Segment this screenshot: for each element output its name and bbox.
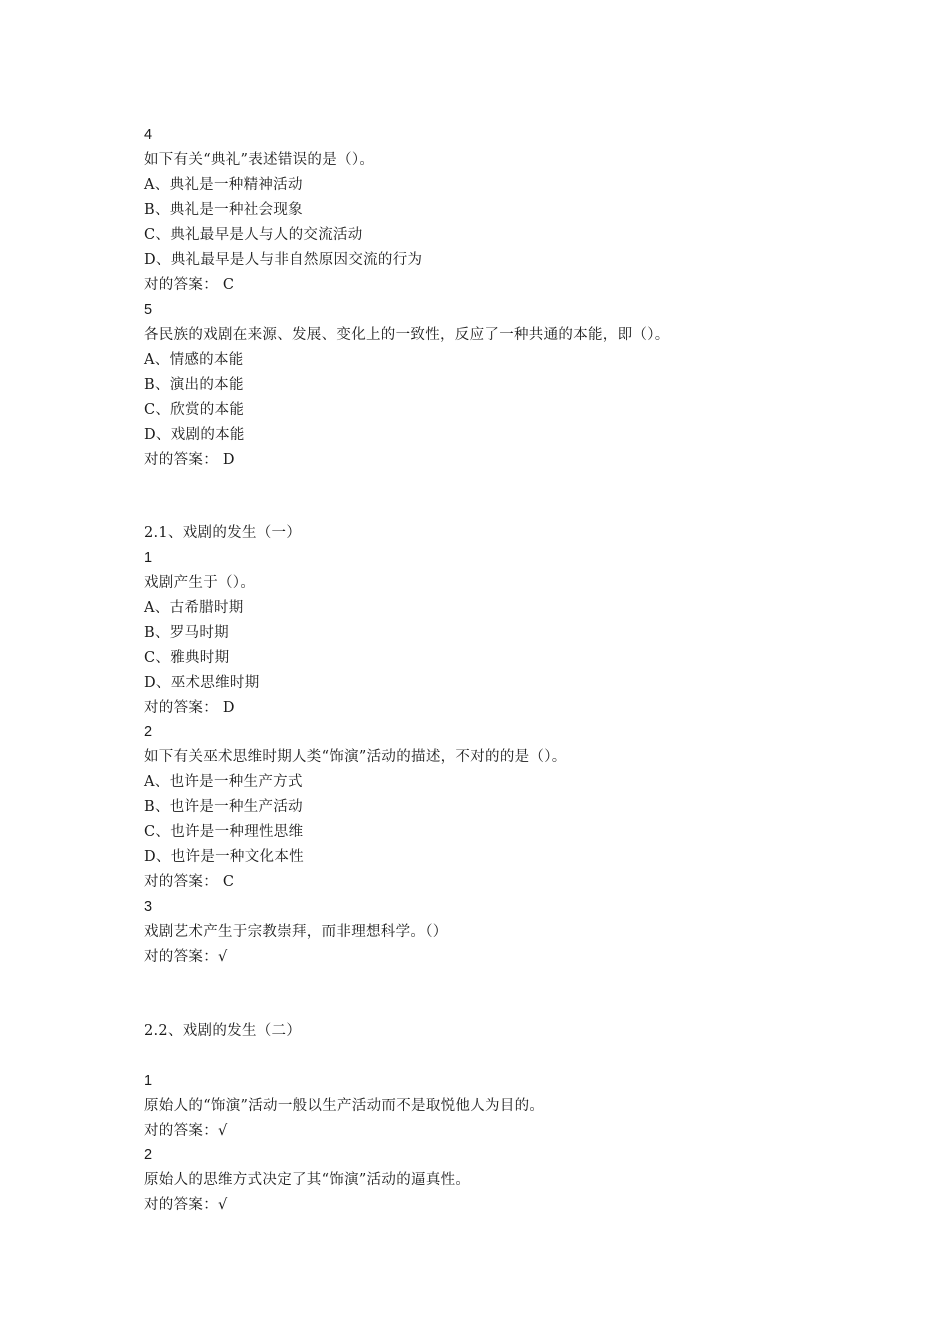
section-heading: 2.1、戏剧的发生（一） <box>144 525 302 541</box>
question-number: 2 <box>144 724 153 740</box>
option-c: C、雅典时期 <box>144 650 230 666</box>
question-number: 1 <box>144 550 153 566</box>
option-d: D、典礼最早是人与非自然原因交流的行为 <box>144 252 423 268</box>
answer-line: 对的答案： C <box>144 277 235 293</box>
option-c: C、也许是一种理性思维 <box>144 824 304 840</box>
answer-line: 对的答案：√ <box>144 1197 228 1213</box>
option-c: C、典礼最早是人与人的交流活动 <box>144 227 363 243</box>
question-number: 4 <box>144 127 153 143</box>
option-a: A、也许是一种生产方式 <box>144 774 303 790</box>
question-text: 如下有关巫术思维时期人类“饰演”活动的描述，不对的的是（）。 <box>144 749 567 765</box>
answer-line: 对的答案：√ <box>144 949 228 965</box>
option-a: A、古希腊时期 <box>144 600 244 616</box>
option-a: A、情感的本能 <box>144 352 244 368</box>
answer-line: 对的答案： D <box>144 700 235 716</box>
answer-line: 对的答案：√ <box>144 1123 228 1139</box>
option-d: D、巫术思维时期 <box>144 675 260 691</box>
question-number: 5 <box>144 302 153 318</box>
question-number: 1 <box>144 1073 153 1089</box>
question-text: 原始人的思维方式决定了其“饰演”活动的逼真性。 <box>144 1172 471 1188</box>
answer-line: 对的答案： D <box>144 452 235 468</box>
option-a: A、典礼是一种精神活动 <box>144 177 303 193</box>
question-number: 3 <box>144 899 153 915</box>
question-text: 原始人的“饰演”活动一般以生产活动而不是取悦他人为目的。 <box>144 1098 545 1114</box>
option-b: B、罗马时期 <box>144 625 229 641</box>
option-b: B、演出的本能 <box>144 377 244 393</box>
question-text: 戏剧产生于（）。 <box>144 575 256 591</box>
answer-line: 对的答案： C <box>144 874 235 890</box>
option-b: B、也许是一种生产活动 <box>144 799 303 815</box>
option-d: D、也许是一种文化本性 <box>144 849 304 865</box>
question-text: 戏剧艺术产生于宗教崇拜，而非理想科学。（） <box>144 924 448 940</box>
question-number: 2 <box>144 1147 153 1163</box>
question-text: 各民族的戏剧在来源、发展、变化上的一致性，反应了一种共通的本能，即（）。 <box>144 327 670 343</box>
section-heading: 2.2、戏剧的发生（二） <box>144 1023 302 1039</box>
question-text: 如下有关“典礼”表述错误的是（）。 <box>144 152 375 168</box>
option-b: B、典礼是一种社会现象 <box>144 202 303 218</box>
option-c: C、欣赏的本能 <box>144 402 245 418</box>
option-d: D、戏剧的本能 <box>144 427 245 443</box>
